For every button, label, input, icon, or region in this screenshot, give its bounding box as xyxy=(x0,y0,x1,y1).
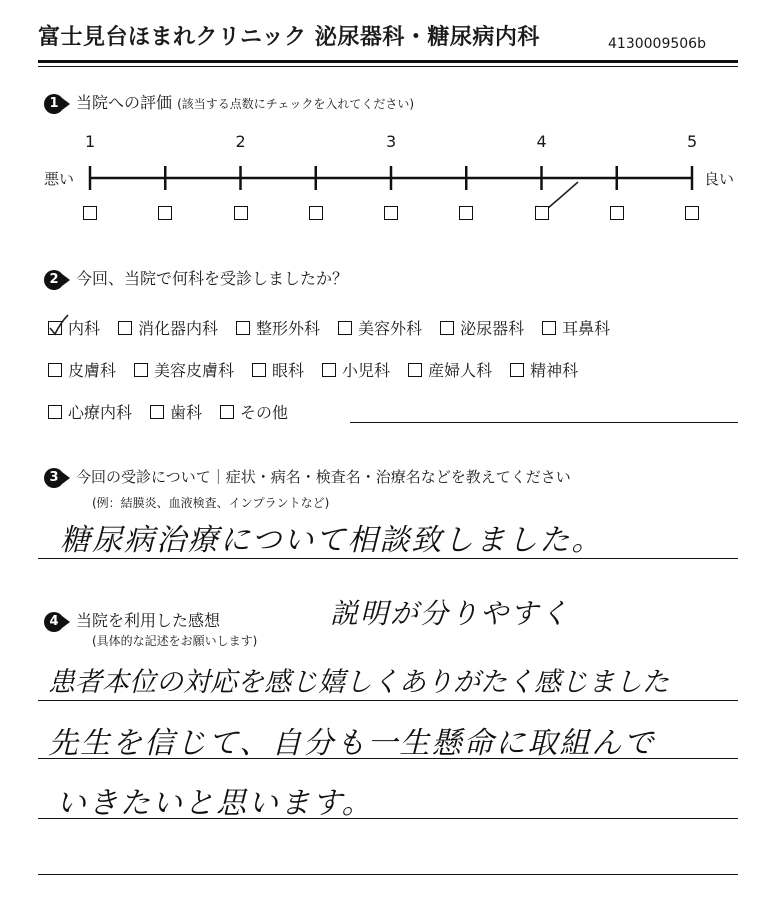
rating-scale-number: 3 xyxy=(386,132,397,151)
department-checkbox[interactable] xyxy=(338,321,352,335)
department-option[interactable] xyxy=(408,358,492,381)
q3-answer-line xyxy=(38,558,738,559)
department-label: 眼科 xyxy=(272,361,305,380)
rating-checkbox[interactable] xyxy=(83,206,97,220)
department-row xyxy=(48,400,306,423)
department-label: 耳鼻科 xyxy=(562,319,611,338)
rating-high-label: 良い xyxy=(704,170,735,188)
department-label: 産婦人科 xyxy=(428,361,493,380)
q4-answer-line-4: いきたいと思います。 xyxy=(56,786,374,821)
department-option[interactable] xyxy=(150,400,202,423)
q4-arrow-icon xyxy=(62,616,70,628)
q1-number-badge: 1 xyxy=(44,94,64,114)
q3-answer-handwriting: 糖尿病治療について相談致しました。 xyxy=(60,523,604,558)
department-option[interactable] xyxy=(48,400,132,423)
rating-checkbox[interactable] xyxy=(309,206,323,220)
rating-scale-number: 5 xyxy=(687,132,698,151)
rating-scale-number: 2 xyxy=(235,132,246,151)
department-row xyxy=(48,316,628,339)
rating-scale-graphic xyxy=(0,0,780,260)
q2-label: 今回、当院で何科を受診しましたか？ xyxy=(76,269,349,288)
department-label: その他 xyxy=(240,403,289,422)
q3-example: (例：結膜炎、血液検査、インプラントなど) xyxy=(92,496,330,510)
q2-heading xyxy=(44,266,348,290)
department-checkbox[interactable] xyxy=(542,321,556,335)
q4-write-line-4 xyxy=(38,874,738,875)
rating-checkbox[interactable] xyxy=(384,206,398,220)
department-option[interactable] xyxy=(252,358,304,381)
department-label: 小児科 xyxy=(342,361,391,380)
department-option[interactable] xyxy=(440,316,524,339)
department-checkbox[interactable] xyxy=(252,363,266,377)
document-id: 4130009506b xyxy=(608,36,706,52)
department-label: 心療内科 xyxy=(68,403,133,422)
q4-write-line-2 xyxy=(38,758,738,759)
department-label: 精神科 xyxy=(530,361,579,380)
department-label: 歯科 xyxy=(170,403,203,422)
department-label: 消化器内科 xyxy=(138,319,219,338)
department-checkbox[interactable] xyxy=(134,363,148,377)
q3-number-badge: 3 xyxy=(44,468,64,488)
q3-label: 今回の受診について｜症状・病名・検査名・治療名などを教えてください xyxy=(76,468,571,486)
q4-number-badge: 4 xyxy=(44,612,64,632)
q4-write-line-1 xyxy=(38,700,738,701)
q4-heading xyxy=(44,608,220,632)
q4-write-line-3 xyxy=(38,818,738,819)
q4-note: (具体的な記述をお願いします) xyxy=(92,634,258,648)
department-option[interactable] xyxy=(542,316,610,339)
department-option[interactable] xyxy=(118,316,218,339)
q1-label: 当院への評価 xyxy=(76,93,173,112)
department-option[interactable] xyxy=(48,316,100,339)
q4-answer-line-3: 先生を信じて、自分も一生懸命に取組んで xyxy=(48,726,656,761)
rating-checkbox[interactable] xyxy=(234,206,248,220)
rating-checkbox[interactable] xyxy=(459,206,473,220)
department-option[interactable] xyxy=(220,400,288,423)
department-checkbox[interactable] xyxy=(408,363,422,377)
department-label: 美容皮膚科 xyxy=(154,361,235,380)
rating-low-label: 悪い xyxy=(44,170,75,188)
department-checkbox[interactable] xyxy=(236,321,250,335)
clinic-title: 富士見台ほまれクリニック 泌尿器科・糖尿病内科 xyxy=(38,25,540,50)
q4-label: 当院を利用した感想 xyxy=(76,611,221,630)
department-checkbox[interactable] xyxy=(440,321,454,335)
department-checkbox-checked[interactable] xyxy=(48,321,62,335)
department-checkbox[interactable] xyxy=(220,405,234,419)
department-checkbox[interactable] xyxy=(510,363,524,377)
department-label: 皮膚科 xyxy=(68,361,117,380)
department-label: 泌尿器科 xyxy=(460,319,525,338)
rating-scale-number: 1 xyxy=(85,132,96,151)
department-checkbox[interactable] xyxy=(322,363,336,377)
rating-checkbox[interactable] xyxy=(158,206,172,220)
department-option[interactable] xyxy=(236,316,320,339)
q3-heading xyxy=(44,466,571,488)
q3-arrow-icon xyxy=(62,472,70,484)
department-option[interactable] xyxy=(322,358,390,381)
q1-note: (該当する点数にチェックを入れてください) xyxy=(177,97,415,111)
rating-checkbox-checked[interactable] xyxy=(535,206,549,220)
checkmark-icon xyxy=(47,314,69,336)
department-label: 美容外科 xyxy=(358,319,423,338)
department-checkbox[interactable] xyxy=(48,405,62,419)
department-option[interactable] xyxy=(48,358,116,381)
department-option[interactable] xyxy=(510,358,578,381)
department-checkbox[interactable] xyxy=(118,321,132,335)
rating-checkbox[interactable] xyxy=(610,206,624,220)
department-option[interactable] xyxy=(134,358,234,381)
rating-checkbox[interactable] xyxy=(685,206,699,220)
department-checkbox[interactable] xyxy=(150,405,164,419)
department-label: 整形外科 xyxy=(256,319,321,338)
department-label: 内科 xyxy=(68,319,101,338)
department-row xyxy=(48,358,596,381)
other-write-line xyxy=(350,422,738,423)
q4-answer-line-1: 説明が分りやすく xyxy=(330,597,571,630)
department-checkbox[interactable] xyxy=(48,363,62,377)
rating-scale-number: 4 xyxy=(536,132,547,151)
q4-answer-line-2: 患者本位の対応を感じ嬉しくありがたく感じました xyxy=(48,667,669,698)
q2-number-badge: 2 xyxy=(44,270,64,290)
department-option[interactable] xyxy=(338,316,422,339)
q2-arrow-icon xyxy=(62,274,70,286)
